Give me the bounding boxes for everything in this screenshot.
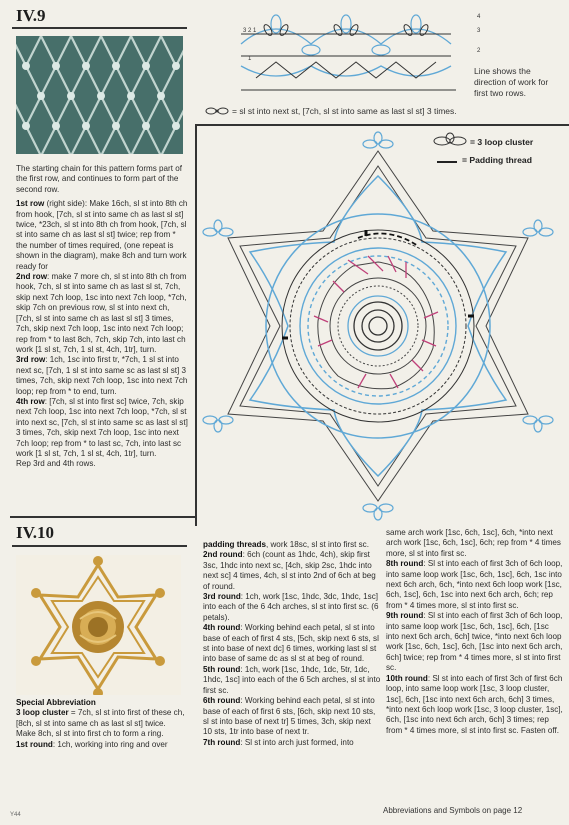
row2-label: 2nd row	[16, 272, 48, 282]
r3-text: : 1ch, work [1sc, 1hdc, 3dc, 1hdc, 1sc] into each of the 6 4ch arches, sl st into first sc. (6 petals).	[203, 592, 379, 622]
row-label-3: 3	[477, 28, 481, 34]
iv10-r6	[203, 696, 381, 738]
iv10-top-rule	[10, 516, 196, 518]
r1-label: 1st round	[16, 739, 53, 749]
row1-label: 1st row	[16, 199, 45, 209]
r4-label: 4th round	[203, 623, 241, 633]
iv9-lace-photo	[16, 36, 183, 154]
iv10-r2	[203, 550, 381, 592]
row4-text: : [7ch, sl st into first sc] twice, 7ch, skip next 7ch loop, 1sc into next 7ch loop, *7ch, sl st into next sc, [7ch, sl st into same sc as last sl st] 3 times, 7ch, skip next 7ch loop, 1sc into next 7ch loop; rep from * to last sc, 7ch, into last sc work [1 sl st, 7ch, 1 sl st, 4ch, 1tr], turn.	[16, 396, 188, 458]
iv10-col1	[16, 698, 196, 750]
cluster-def-text: = 7ch, sl st into first of these ch, [8ch, sl st into same ch as last sl st] twice.	[16, 708, 185, 728]
iv10-r5	[203, 665, 381, 696]
iv10-r7	[203, 738, 381, 748]
iv9-title-rule	[12, 27, 187, 29]
iv9-row1	[16, 199, 188, 272]
r3-label: 3rd round	[203, 592, 241, 602]
page-reference: Abbreviations and Symbols on page 12	[383, 806, 523, 815]
iv10-r8	[386, 559, 564, 611]
r4-text: : Working behind each petal, sl st into base of each of first 4 sts, [5ch, skip next 6 sts, sl st into base of next dc] 6 times, working last sl st into base of same dc as sl st at beg of round.	[203, 623, 379, 664]
legend-padding: = Padding thread	[462, 155, 532, 165]
special-heading-text: Special Abbreviation	[16, 698, 96, 707]
slst-legend-text: = sl st into next st, [7ch, sl st into same as last sl st] 3 times.	[232, 106, 457, 116]
r6-label: 6th round	[203, 696, 241, 706]
cluster-definition	[16, 708, 196, 729]
padding-label: padding threads	[203, 540, 266, 549]
r10-label: 10th round	[386, 673, 428, 683]
row4-label: 4th row	[16, 396, 45, 406]
r9-text: : Sl st into each of first 3ch of 6ch loop, into same loop work [1sc, 6ch, 1sc], 6ch, [1sc into next 6ch arch, 6ch] twice, *into next 6ch loop work [1sc, 6ch, 1sc], 6ch, [1sc into next 6ch arch, 6ch] twice; rep from * 4 times more, sl st into first sc.	[386, 611, 563, 673]
iv9-row2	[16, 272, 188, 355]
iv10-r4	[203, 623, 381, 665]
row-label-4: 4	[477, 14, 481, 20]
r2-text: : 6ch (count as 1hdc, 4ch), skip first 3sc, 1hdc into next sc, [4ch, skip 2sc, 1hdc into next sc] 4 times, 4ch, sl st into 2nd of 6ch at beg of round.	[203, 550, 376, 591]
iv9-rep: Rep 3rd and 4th rows.	[16, 459, 96, 469]
iv9-strip-diagram	[236, 4, 476, 96]
r2-label: 2nd round	[203, 550, 243, 560]
iv9-intro: The starting chain for this pattern forms part of the first row, and continues to form part of the second row.	[16, 164, 182, 194]
iv10-col2	[203, 540, 381, 748]
cluster-label: 3 loop cluster	[16, 708, 69, 718]
direction-note-line-3: first two rows.	[474, 88, 526, 98]
iv9-title: IV.9	[16, 6, 46, 25]
r1-text: : 1ch, working into ring and over	[52, 739, 168, 749]
r10-text: : Sl st into each of first 3ch of first 6ch loop, into same loop work [1sc, 3 loop cluster, 1sc], 6ch, [1sc into next 6ch arch, 6ch] 3 times, *into next 6ch loop work [1sc, 3 loop cluster, 1sc], 6ch, [1sc into next 6ch arch, 6ch] 3 times; rep from * 4 times more, sl st into first sc. Fasten off.	[386, 673, 563, 735]
r5-text: : 1ch, work [1sc, 1hdc, 1dc, 5tr, 1dc, 1hdc, 1sc] into each of the 6 5ch arches, sl st into first sc.	[203, 664, 381, 695]
direction-note-line-2: direction of work for	[474, 77, 549, 87]
padding-para	[203, 540, 381, 550]
motif-diagram	[200, 128, 566, 524]
diagram-left-rule	[195, 124, 197, 526]
row-label-1: 1	[248, 56, 252, 62]
page-corner-mark: Y44	[10, 812, 21, 818]
slst-symbol	[205, 104, 229, 122]
r6-text: : Working behind each petal, sl st into base of each of first 6 sts, [6ch, skip next 10 sts, sl st into base of next tr] 5 times, 3ch, skip next 10 sts, 1tr into base of next tr.	[203, 696, 376, 737]
iv10-r9	[386, 611, 564, 673]
r5-label: 5th round	[203, 664, 241, 674]
r7-label: 7th round	[203, 737, 241, 747]
special-abbrev-heading	[16, 698, 196, 708]
r9-label: 9th round	[386, 611, 424, 621]
col3-intro: same arch work [1sc, 6ch, 1sc], 6ch, *into next arch work [1sc, 6ch, 1sc], 6ch; rep from * 4 times more, sl st into first sc.	[386, 528, 561, 558]
row3-label: 3rd row	[16, 355, 46, 365]
iv9-row4	[16, 397, 188, 459]
row3-text: : 1ch, 1sc into first tr, *7ch, 1 sl st into next sc, [7ch, 1 sl st into same sc as last sl st] 3 times, 7ch, skip next 7ch loop, 1sc into next 7ch loop; rep from * to end, turn.	[16, 355, 188, 396]
legend-cluster: = 3 loop cluster	[470, 137, 534, 147]
teal-lace-texture	[16, 36, 183, 154]
iv10-r10	[386, 674, 564, 736]
row1-text: (right side): Make 16ch, sl st into 8th ch from hook, [7ch, sl st into same ch as last sl st] twice, *23ch, sl st into 8th ch from hook, [7ch, sl st into same ch as last sl st] twice; rep from * the number of times required, (one repeat is shown in the diagram), make 8ch and turn work ready for	[16, 199, 188, 271]
gold-star-motif	[16, 555, 181, 695]
iv10-r3	[203, 592, 381, 623]
r7-text: : Sl st into arch just formed, into	[240, 737, 354, 747]
row2-text: : make 7 more ch, sl st into 8th ch from hook, 7ch, sl st into same ch as last sl st, 7ch, skip next 7ch loop, 1sc into next 7ch loop, *7ch, skip 7ch on previous row, sl st into next ch, [7ch, sl st into same ch as last sl st] 3 times, 7ch, skip next 7ch loop, 1sc into next 7ch loop; rep from * to last 8ch, 7ch, skip 7ch, into last ch work [1 sl st, 7ch, 1 sl st, 4ch, 1tr], turn.	[16, 272, 187, 354]
iv9-row3	[16, 355, 188, 397]
r8-label: 8th round	[386, 559, 424, 569]
iv10-col3	[386, 528, 564, 736]
iv10-title: IV.10	[16, 523, 54, 542]
row-label-2: 2	[477, 48, 481, 54]
direction-note-line-1: Line shows the	[474, 66, 531, 76]
iv9-instructions	[16, 164, 188, 470]
iv10-title-rule	[12, 545, 187, 547]
iv10-r1	[16, 740, 196, 750]
diagram-top-rule	[196, 124, 569, 126]
row-label-321: 3 2 1	[243, 28, 257, 34]
iv10-motif-photo	[16, 555, 181, 695]
direction-note	[474, 66, 566, 99]
padding-text: , work 18sc, sl st into first sc.	[265, 540, 369, 549]
r8-text: : Sl st into each of first 3ch of 6ch loop, into same loop work [1sc, 6ch, 1sc], 6ch, 1sc into next 6ch arch, 6ch, *into next 6ch loop work [1sc, 6ch, 1sc], 6ch, 1sc into next 6ch arch, 6ch; rep from * 4 times more, sl st into first sc.	[386, 559, 563, 610]
start-text: Make 8ch, sl st into first ch to form a ring.	[16, 729, 164, 739]
